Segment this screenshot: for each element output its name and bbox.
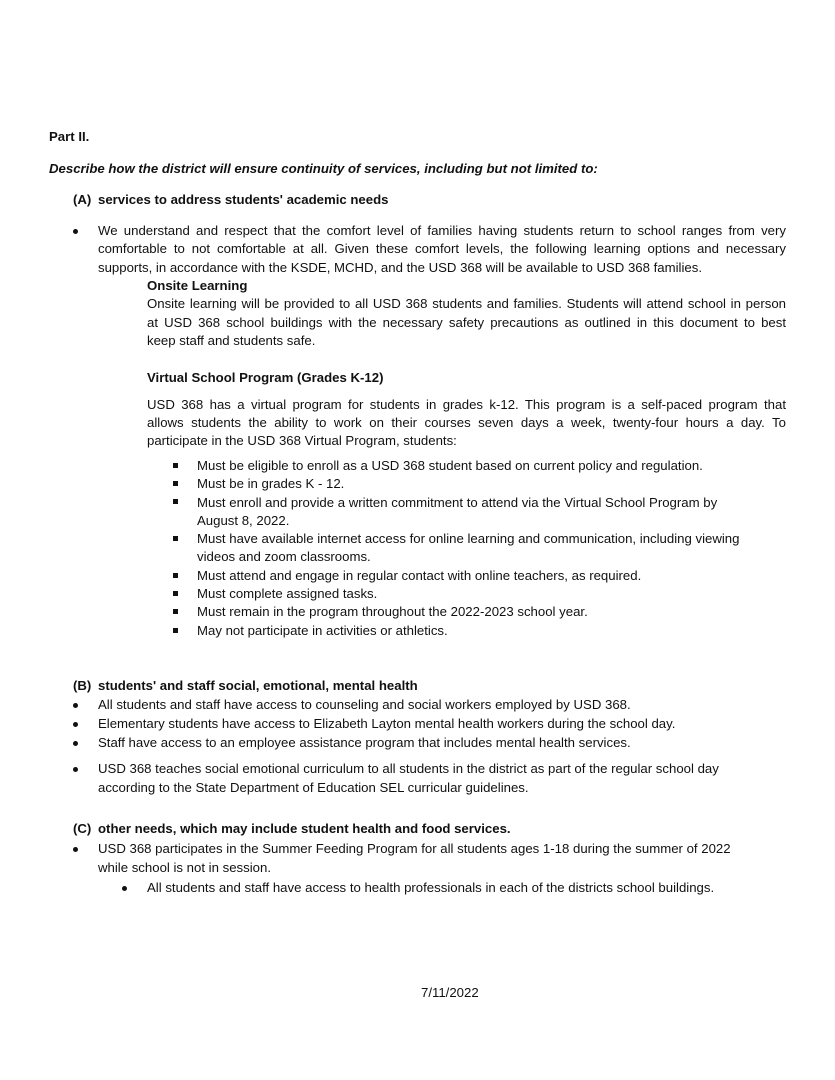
virtual-line: USD 368 has a virtual program for students in grades k-12. This program is a self-paced program that <box>147 397 786 412</box>
square-bullet-icon <box>173 573 178 578</box>
onsite-line: Onsite learning will be provided to all USD 368 students and families. Students will attend school in person <box>147 296 786 311</box>
requirement-item: Must be in grades K - 12. <box>197 476 345 491</box>
square-bullet-icon <box>173 463 178 468</box>
virtual-line: allows students the ability to work on their courses seven days a week, twenty-four hours a day. To <box>147 415 786 430</box>
section-a-paragraph-line: supports, in accordance with the KSDE, MCHD, and the USD 368 will be available to USD 368 families. <box>98 260 702 275</box>
square-bullet-icon <box>173 499 178 504</box>
virtual-line: participate in the USD 368 Virtual Program, students: <box>147 433 457 448</box>
onsite-line: keep staff and students safe. <box>147 333 316 348</box>
section-b-item: USD 368 teaches social emotional curriculum to all students in the district as part of the regular school day <box>98 761 719 776</box>
requirement-item: Must have available internet access for online learning and communication, including viewing <box>197 531 740 546</box>
section-a-paragraph-line: We understand and respect that the comfort level of families having students return to school ranges from very <box>98 223 786 238</box>
section-c-heading: other needs, which may include student health and food services. <box>98 821 511 836</box>
bullet-icon <box>73 703 78 708</box>
bullet-icon <box>73 741 78 746</box>
section-b-item-continued: according to the State Department of Education SEL curricular guidelines. <box>98 780 529 795</box>
section-b-label: (B) <box>73 678 92 693</box>
bullet-icon <box>73 767 78 772</box>
requirement-item: May not participate in activities or athletics. <box>197 623 448 638</box>
onsite-heading: Onsite Learning <box>147 278 248 293</box>
section-c-label: (C) <box>73 821 92 836</box>
onsite-line: at USD 368 school buildings with the necessary safety precautions as outlined in this document to best <box>147 315 786 330</box>
section-b-heading: students' and staff social, emotional, mental health <box>98 678 418 693</box>
section-c-item-continued: while school is not in session. <box>98 860 271 875</box>
requirement-item-continued: August 8, 2022. <box>197 513 290 528</box>
requirement-item-continued: videos and zoom classrooms. <box>197 549 371 564</box>
section-b-item: Elementary students have access to Elizabeth Layton mental health workers during the school day. <box>98 716 676 731</box>
section-c-sub-item: All students and staff have access to health professionals in each of the districts school buildings. <box>147 880 715 895</box>
virtual-heading: Virtual School Program (Grades K-12) <box>147 370 384 385</box>
square-bullet-icon <box>173 536 178 541</box>
section-a-paragraph-line: comfortable to not comfortable at all. Given these comfort levels, the following learning options and necessary <box>98 241 786 256</box>
square-bullet-icon <box>173 609 178 614</box>
bullet-icon <box>73 847 78 852</box>
section-b-item: All students and staff have access to counseling and social workers employed by USD 368. <box>98 697 631 712</box>
requirement-item: Must enroll and provide a written commitment to attend via the Virtual School Program by <box>197 495 718 510</box>
section-a-heading: services to address students' academic needs <box>98 192 389 207</box>
section-b-item: Staff have access to an employee assistance program that includes mental health services. <box>98 735 631 750</box>
bullet-icon <box>73 229 78 234</box>
intro-statement: Describe how the district will ensure continuity of services, including but not limited to: <box>49 161 598 176</box>
square-bullet-icon <box>173 481 178 486</box>
square-bullet-icon <box>173 628 178 633</box>
bullet-icon <box>73 722 78 727</box>
bullet-icon <box>122 886 127 891</box>
requirement-item: Must complete assigned tasks. <box>197 586 378 601</box>
section-a-label: (A) <box>73 192 92 207</box>
requirement-item: Must attend and engage in regular contact with online teachers, as required. <box>197 568 642 583</box>
footer-date: 7/11/2022 <box>421 985 479 1000</box>
part-title: Part II. <box>49 129 90 144</box>
requirement-item: Must remain in the program throughout the 2022-2023 school year. <box>197 604 588 619</box>
section-c-item: USD 368 participates in the Summer Feeding Program for all students ages 1-18 during the summer of 2022 <box>98 841 731 856</box>
square-bullet-icon <box>173 591 178 596</box>
requirement-item: Must be eligible to enroll as a USD 368 student based on current policy and regulation. <box>197 458 703 473</box>
